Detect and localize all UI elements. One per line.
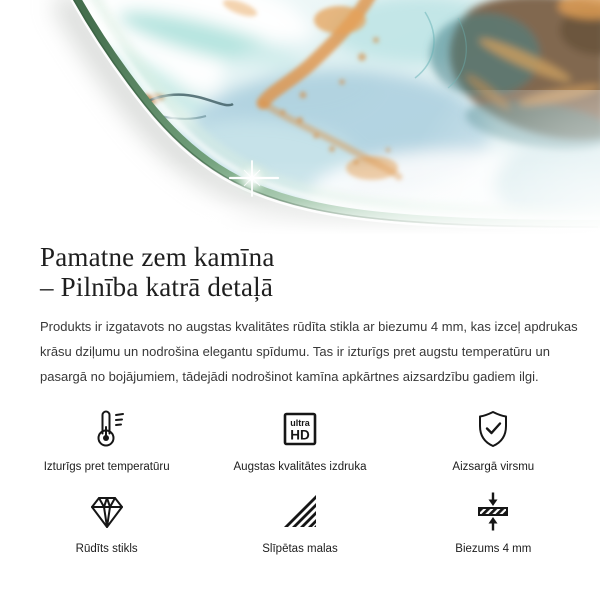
- shield-check-icon: [471, 407, 515, 451]
- svg-text:ultra: ultra: [290, 418, 310, 428]
- feature-ultra-hd-print: [203, 407, 396, 473]
- feature-grid: [0, 407, 600, 555]
- beveled-edges-icon: [278, 489, 322, 533]
- feature-label: Biezums 4 mm: [455, 543, 532, 555]
- thickness-icon: [471, 489, 515, 533]
- feature-label: Aizsargā virsmu: [452, 461, 535, 473]
- feature-protects-surface: [397, 407, 590, 473]
- feature-thickness-4mm: [397, 489, 590, 555]
- feature-label: Augstas kvalitātes izdruka: [233, 461, 367, 473]
- thermometer-icon: [85, 407, 129, 451]
- feature-label: Izturīgs pret temperatūru: [43, 461, 170, 473]
- marble-glass-art: [0, 0, 600, 234]
- feature-polished-edges: [203, 489, 396, 555]
- feature-tempered-glass: [10, 489, 203, 555]
- feature-label: Slīpētas malas: [262, 543, 338, 555]
- feature-heat-resistant: [10, 407, 203, 473]
- ultra-hd-icon: [278, 407, 322, 451]
- title-line-1: Pamatne zem kamīna: [40, 242, 275, 272]
- title-line-2: – Pilnība katrā detaļā: [40, 272, 274, 302]
- feature-label: Rūdīts stikls: [75, 543, 138, 555]
- diamond-icon: [85, 489, 129, 533]
- svg-text:HD: HD: [290, 427, 310, 443]
- product-description: Produkts ir izgatavots no augstas kvalitātes rūdīta stikla ar biezumu 4 mm, kas izceļ apdrukas krāsu dziļumu un nodrošina elegantu spīdumu. Tas ir izturīgs pret augstu temperatūru un pasargā no bojājumiem, tādejādi nodrošinot kamīna apkārtnes aizsardzību gadiem ilgi.: [40, 319, 578, 384]
- page-title: [40, 242, 560, 302]
- hero-product-image: [0, 0, 600, 234]
